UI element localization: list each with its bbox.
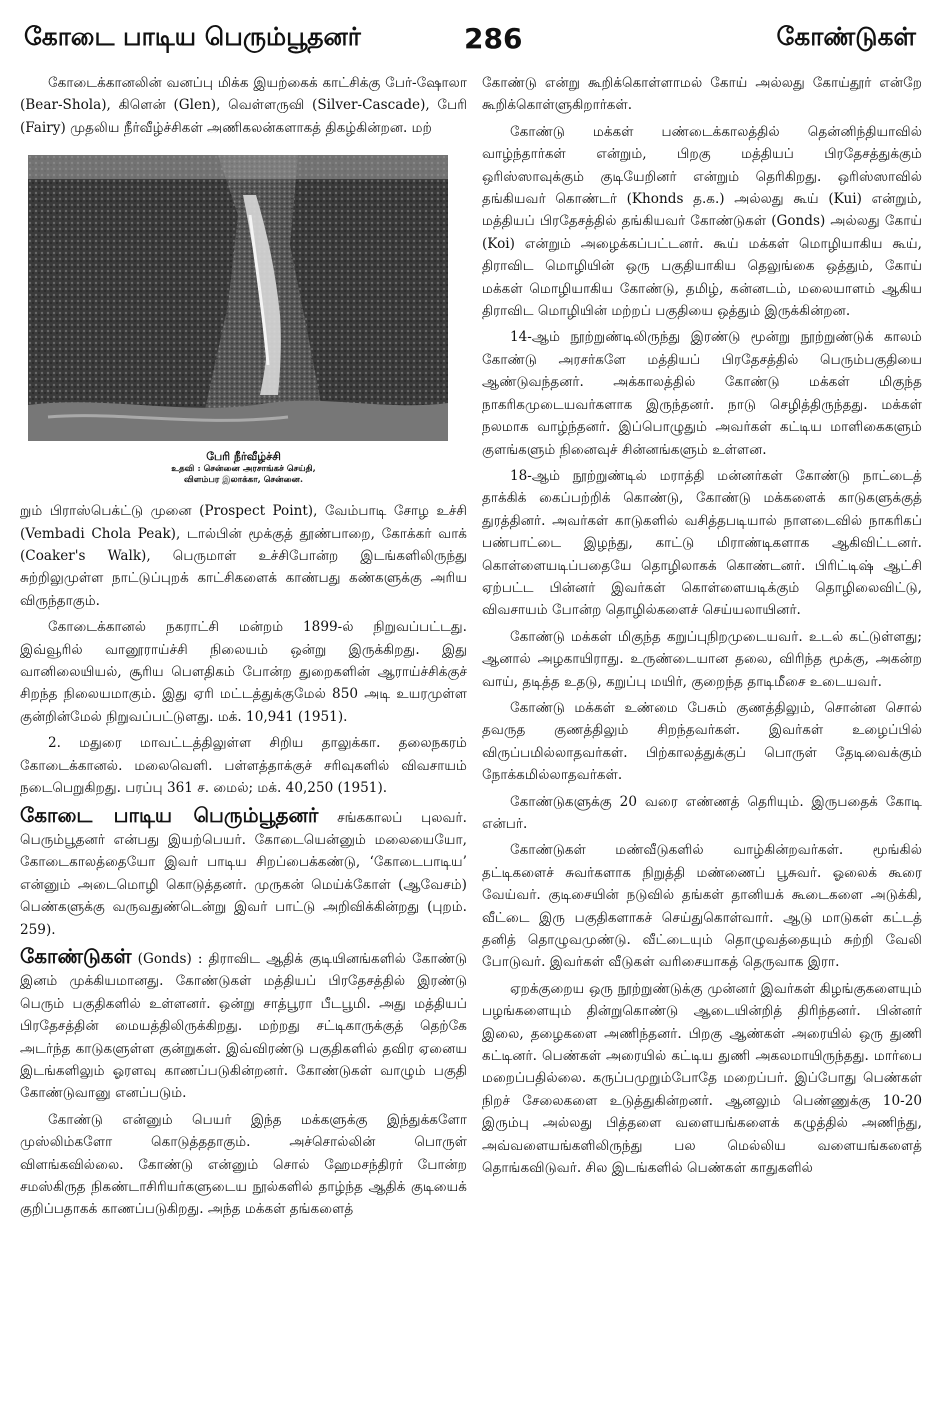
paragraph-18th-century: 18-ஆம் நூற்றுண்டில் மராத்தி மன்னர்கள் கோண்டு நாட்டைத் தாக்கிக் கைப்பற்றிக் கொண்டு, கோண்டு மக்களைக் காடுகளுக்குத் துரத்தினர். அவர்கள் காடுகளில் வசித்தபடியால் நாளடைவில் நாகரிகப் பண்பாட்டை இழந்து, காட்டு மிராண்டிகளாக ஆகிவிட்டனர். கொள்ளையடிப்பதையே தொழிலாகக் கொண்டனர். பிரிட்டிஷ் ஆட்சி ஏற்பட்ட பின்னர் இவர்கள் கொள்ளையடிக்கும் தொழிலைவிட்டு, விவசாயம் போன்ற தொழில்களைச் செய்யலாயினர்.: [482, 467, 922, 619]
entry-headword-gonds: கோண்டுகள்: [20, 943, 132, 968]
paragraph-houses: கோண்டுகள் மண்வீடுகளில் வாழ்கின்றவர்கள். மூங்கில் தட்டிகளைச் சுவர்களாக நிறுத்தி மண்ணைப் பூசுவர். ஓலைக் கூரை வேய்வர். குடிசையின் நடுவில் தங்கள் தானியக் கூடைகளை அடுக்கி, வீட்டை இரு பகுதிகளாகச் செய்துகொள்வார். ஆடு மாடுகள் கட்டத் தனித் தொழுவமுண்டு. வீட்டையும் தொழுவத்தையும் சுற்றி வேலி போடுவர். இவர்கள் வீடுகள் வரிசையாகத் தெருவாக இரா.: [482, 842, 922, 971]
paragraph-character: கோண்டு மக்கள் உண்மை பேசும் குணத்திலும், சொன்ன சொல் தவருத குணத்திலும் சிறந்தவர்கள். இவர்கள் உழைப்பில் விருப்பமில்லாதவர்கள். பிற்காலத்துக்குப் பொருள் தேடிவைக்கும் நோக்கமில்லாதவர்கள்.: [482, 699, 922, 784]
entry-text-gonds: திராவிட ஆதிக் குடியினங்களில் கோண்டு இனம் முக்கியமானது. கோண்டுகள் மத்தியப் பிரதேசத்தில் இரண்டு பெரும் பகுதிகளில் உள்ளனர். ஒன்று சாத்பூரா பீடபூமி. அது மத்தியப் பிரதேசத்தின் மையத்திலிருக்கிறது. மற்றது சட்டிகாருக்குத் தெற்கே அடர்ந்த காடுகளுள்ள குன்றுகள். இவ்விரண்டு பகுதிகளில் தவிர ஏனைய இடங்களிலும் ஓரளவு காணப்படுகின்றனர். கோண்டுகள் வாழும் பகுதி கோண்டுவானு எனப்படும்.: [20, 950, 467, 1102]
paragraph-14th-century: 14-ஆம் நூற்றுண்டிலிருந்து இரண்டு மூன்று நூற்றுண்டுக் காலம் கோண்டு அரசர்களே மத்தியப் பிரதேசத்தில் பெரும்பகுதியை ஆண்டுவந்தனர். அக்காலத்தில் கோண்டு மக்கள் மிகுந்த நாகரிகமுடையவர்களாக இருந்தனர். நாடு செழித்திருந்தது. மக்கள் நலமாக வாழ்ந்தனர். இப்பொழுதும் அவர்கள் கட்டிய மாளிகைகளும் குளங்களும் நினைவுச் சின்னங்களும் உள்ளன.: [482, 329, 922, 458]
paragraph-taluk: 2. மதுரை மாவட்டத்திலுள்ள சிறிய தாலுக்கா. தலைநகரம் கோடைக்கானல். மலைவெளி. பள்ளத்தாக்குச் சரிவுகளில் விவசாயம் நடைபெறுகிறது. பரப்பு 361 ச. மைல்; மக். 40,250 (1951).: [20, 735, 467, 797]
left-column: [20, 72, 467, 1412]
running-head-right: கோண்டுகள்: [776, 22, 916, 51]
paragraph-dress: ஏறக்குறைய ஒரு நூற்றுண்டுக்கு முன்னர் இவர்கள் கிழங்குகளையும் பழங்களையும் தின்றுகொண்டு ஆடையின்றித் திரிந்தனர். பின்னர் இலை, தழைகளை அணிந்தனர். பிறகு ஆண்கள் அரையில் ஒரு துணி கட்டினர். பெண்கள் அரையில் கட்டிய துணி அகலமாயிருந்தது. மார்பை மறைப்பதில்லை. கருப்பமுறும்போதே மறைப்பர். இப்போது பெண்கள் நிறச் சேலைகளை உடுத்துகின்றனர். ஆனலும் பெண்ணுக்கு 10-20 இரும்பு அல்லது பித்தளை வளையங்களைக் கழுத்தில் அணிந்து, அவ்வளையங்களிலிருந்து பல மெல்லிய வளையங்களைத் தொங்கவிடுவர். சில இடங்களில் பெண்கள் காதுகளில்: [482, 980, 922, 1177]
paragraph-counting: கோண்டுகளுக்கு 20 வரை எண்ணத் தெரியும். இருபதைக் கோடி என்பர்.: [482, 793, 922, 832]
paragraph-viewpoints: றும் பிராஸ்பெக்ட்டு முனை (Prospect Point), வேம்பாடி சோழ உச்சி (Vembadi Chola Peak), டால்பின் மூக்குத் தூண்பாறை, கோக்கர் வாக் (Coaker's Walk), பெருமாள் உச்சிபோன்ற இடங்களிலிருந்து சுற்றிலுமுள்ள நாட்டுப்புறக் காட்சிகளைக் காண்பது கண்களுக்கு அரிய விருந்தாகும்.: [20, 503, 467, 609]
running-head-left: கோடை பாடிய பெரும்பூதனர்: [24, 22, 361, 51]
paragraph-continuation: கோண்டு என்று கூறிக்கொள்ளாமல் கோய் அல்லது கோய்தூர் என்றே கூறிக்கொள்ளுகிறார்கள்.: [482, 75, 922, 114]
photo-credit: [20, 464, 467, 486]
page-number: 286: [464, 22, 523, 55]
entry-gonds: [20, 945, 467, 1105]
entry-kodai-poet: [20, 804, 467, 941]
photo-credit-line-1: உதவி : சென்னை அரசாங்கச் செய்தி,: [171, 464, 316, 475]
paragraph-physique: கோண்டு மக்கள் மிகுந்த கறுப்புநிறமுடையவர். உடல் கட்டுள்ளது; ஆனால் அழகாயிராது. உருண்டையான தலை, விரிந்த மூக்கு, அகன்ற வாய், தடித்த உதடு, கறுப்பு மயிர், குறைந்த தாடிமீசை உடையவர்.: [482, 628, 922, 690]
right-column: [482, 72, 922, 1412]
entry-headword-poet: கோடை பாடிய பெரும்பூதனர்: [20, 802, 319, 827]
waterfall-photo: [28, 155, 448, 441]
entry-headword-gonds-latin: (Gonds) :: [131, 950, 203, 967]
paragraph-history: கோண்டு மக்கள் பண்டைக்காலத்தில் தென்னிந்தியாவில் வாழ்ந்தார்கள் என்றும், பிறகு மத்தியப் பிரதேசத்துக்கும் ஒரிஸ்ஸாவுக்கும் குடியேறினர் என்றும் தெரிகிறது. ஒரிஸ்ஸாவில் தங்கியவர் கொண்டர் (Khonds த.க.) அல்லது கூய் (Kui) என்றும், மத்தியப் பிரதேசத்தில் தங்கியவர் கோண்டுகள் (Gonds) அல்லது கோய் (Koi) என்றும் அழைக்கப்பட்டனர். கூய் மக்கள் மொழியாகிய கூய், திராவிட மொழியின் ஒரு பகுதியாகிய தெலுங்கை ஒத்தும், கோய் மக்கள் மொழியாகிய கோண்டு, தமிழ், கன்னடம், மலையாளம் ஆகிய திராவிட மொழியின் மற்றப் பகுதியை ஒத்தும் இருக்கின்றன.: [482, 123, 922, 320]
page-header: [24, 22, 916, 62]
entry-text-poet: சங்ககாலப் புலவர். பெரும்பூதனர் என்பது இயற்பெயர். கோடையென்னும் மலையையோ, கோடைகாலத்தையோ இவர் பாடிய சிறப்பைக்கண்டு, ‘கோடைபாடிய’ என்னும் அடைமொழி கொடுத்தனர். முருகன் மெய்க்கோள் (ஆவேசம்) பெண்களுக்கு வருவதுண்டென்று இவர் பாட்டு அறிவிக்கின்றது (புறம். 259).: [20, 809, 467, 938]
photo-credit-line-2: விளம்பர இலாக்கா, சென்னை.: [184, 475, 303, 486]
paragraph-municipality: கோடைக்கானல் நகராட்சி மன்றம் 1899-ல் நிறுவப்பட்டது. இவ்வூரில் வானூராய்ச்சி நிலையம் ஒன்று இருக்கிறது. இது வானிலையியல், சூரிய பௌதிகம் போன்ற துறைகளின் ஆராய்ச்சிக்குச் சிறந்த நிலையமாகும். இது ஏரி மட்டத்துக்குமேல் 850 அடி உயரமுள்ள குன்றின்மேல் நிறுவப்பட்டுளது. மக். 10,941 (1951).: [20, 619, 467, 725]
paragraph-kodaikanal-falls: கோடைக்கானலின் வனப்பு மிக்க இயற்கைக் காட்சிக்கு பேர்-ஷோலா (Bear-Shola), கிளென் (Glen), வெள்ளருவி (Silver-Cascade), பேரி (Fairy) முதலிய நீர்வீழ்ச்சிகள் அணிகலன்களாகத் திகழ்கின்றன. மற்: [20, 75, 467, 136]
paragraph-name-origin: கோண்டு என்னும் பெயர் இந்த மக்களுக்கு இந்துக்களோ முஸ்லிம்களோ கொடுத்ததாகும். அச்சொல்லின் பொருள் விளங்கவில்லை. கோண்டு என்னும் சொல் ஹேமசந்திரர் போன்ற சமஸ்கிருத நிகண்டாசிரியர்களுடைய நூல்களில் தாழ்ந்த ஆதிக் குடியைக் குறிப்பதாகக் காணப்படுகிறது. அந்த மக்கள் தங்களைத்: [20, 1111, 467, 1218]
photo-caption: பேரி நீர்வீழ்ச்சி: [206, 450, 281, 464]
waterfall-image: [28, 155, 448, 441]
